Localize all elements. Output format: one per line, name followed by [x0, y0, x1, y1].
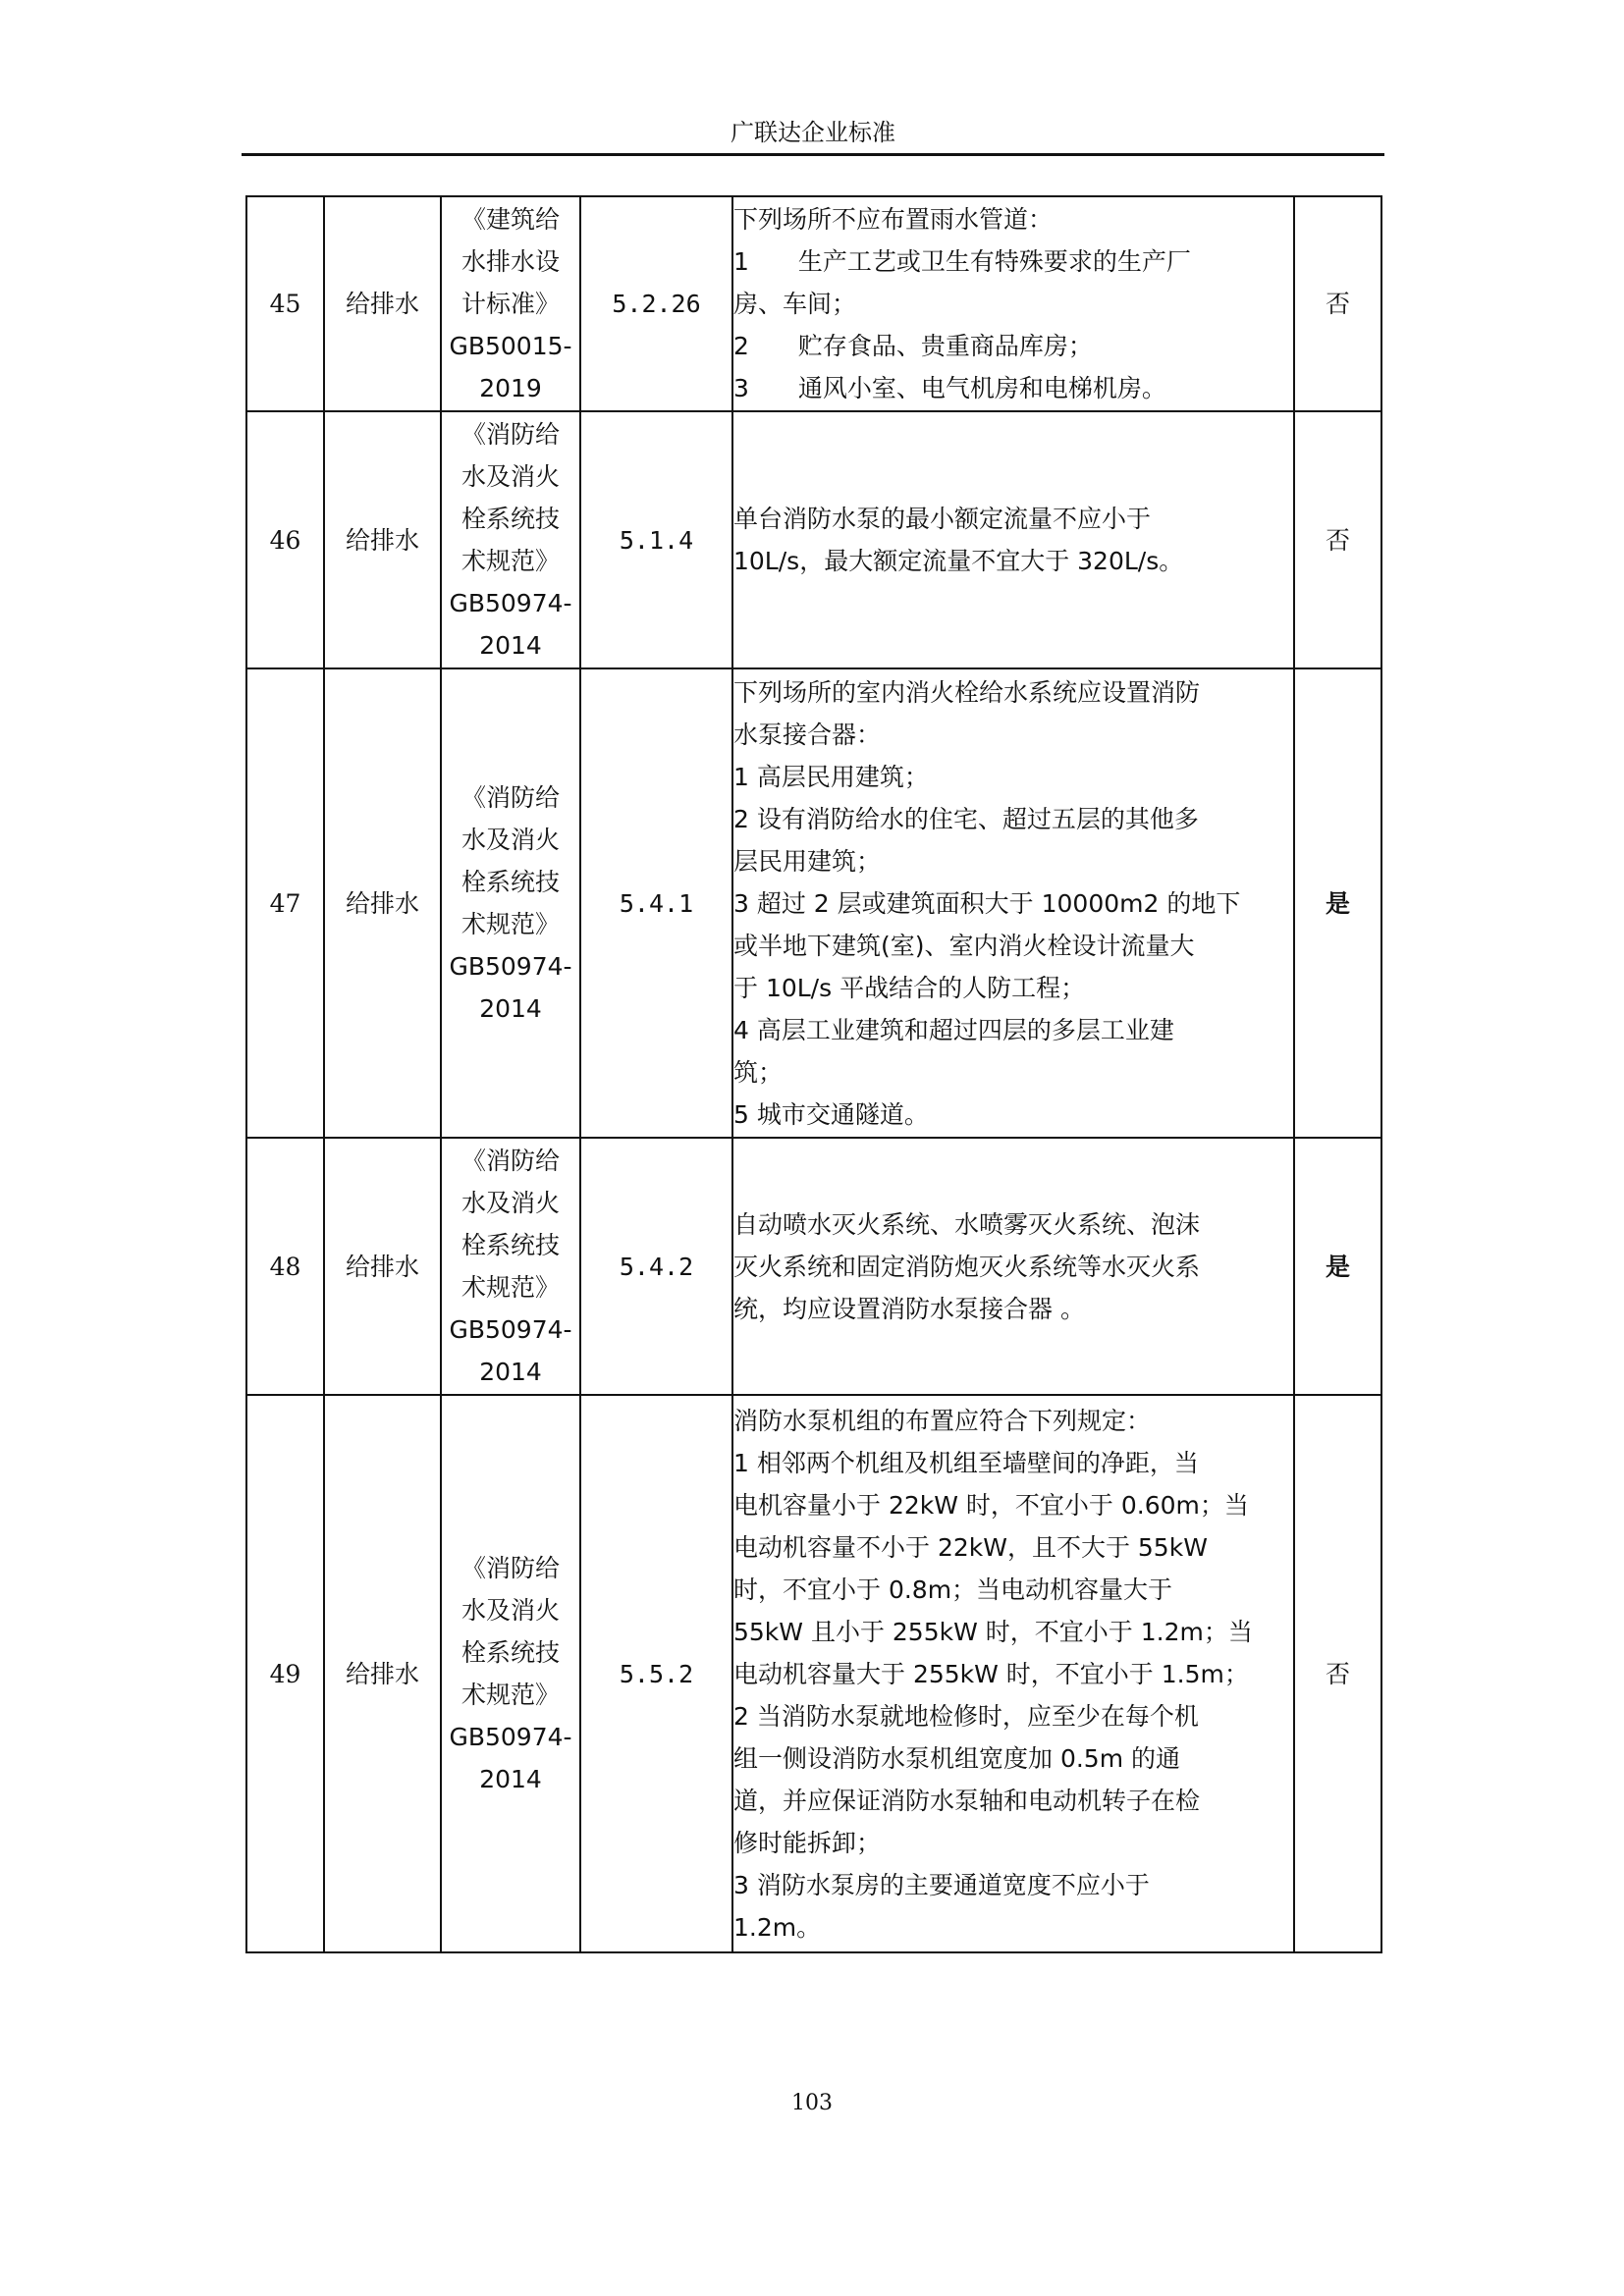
row-number-cell: 48 — [246, 1138, 324, 1395]
table-row — [246, 411, 1381, 668]
row-number-cell: 47 — [246, 668, 324, 1138]
clause-number-cell: 5.5.2 — [580, 1395, 732, 1952]
clause-content-line: 2 贮存食品、贵重商品库房； — [733, 332, 1093, 360]
clause-content-line: 5 城市交通隧道。 — [733, 1099, 929, 1129]
standard-name-line: 栓系统技 — [460, 1638, 560, 1667]
category-cell: 给排水 — [324, 196, 441, 411]
clause-content-cell — [732, 411, 1294, 668]
mandatory-flag-cell: 是 — [1294, 668, 1381, 1138]
clause-content-line: 水泵接合器： — [733, 720, 882, 749]
clause-content-line: 4 高层工业建筑和超过四层的多层工业建 — [733, 1015, 1174, 1044]
page-header-title: 广联达企业标准 — [731, 119, 895, 146]
clause-content-line: 1 相邻两个机组及机组至墙壁间的净距，当 — [733, 1448, 1199, 1477]
standard-name-line: 水排水设 — [460, 247, 560, 276]
standard-name-line: 《消防给 — [460, 1554, 560, 1582]
row-number-cell: 49 — [246, 1395, 324, 1952]
clause-content-line: 层民用建筑； — [733, 846, 882, 876]
category-cell: 给排水 — [324, 1138, 441, 1395]
clause-content-line: 灭火系统和固定消防炮灭火系统等水灭火系 — [733, 1252, 1201, 1281]
row-number-cell: 46 — [246, 411, 324, 668]
clause-content-line: 1.2m。 — [733, 1912, 822, 1942]
clause-content-line: 统，均应设置消防水泵接合器 。 — [733, 1294, 1085, 1323]
standard-name-line: 术规范》 — [460, 1681, 560, 1709]
category-cell: 给排水 — [324, 411, 441, 668]
clause-content-line: 2 当消防水泵就地检修时，应至少在每个机 — [733, 1701, 1199, 1731]
clause-content-line: 3 超过 2 层或建筑面积大于 10000m2 的地下 — [733, 888, 1241, 918]
mandatory-flag-cell: 是 — [1294, 1138, 1381, 1395]
standard-name-line: 《消防给 — [460, 783, 560, 812]
clause-content-line: 下列场所的室内消火栓给水系统应设置消防 — [733, 677, 1201, 707]
standard-name-line: 水及消火 — [460, 462, 560, 491]
standard-name-line: 2014 — [479, 1765, 542, 1793]
clause-content-line: 消防水泵机组的布置应符合下列规定： — [733, 1406, 1152, 1435]
mandatory-flag-cell: 否 — [1294, 1395, 1381, 1952]
standard-name-line: 水及消火 — [460, 826, 560, 854]
category-cell: 给排水 — [324, 668, 441, 1138]
clause-content-line: 1 生产工艺或卫生有特殊要求的生产厂 — [733, 247, 1191, 276]
mandatory-flag-cell: 否 — [1294, 411, 1381, 668]
header-rule — [242, 153, 1384, 156]
mandatory-flag-cell: 否 — [1294, 196, 1381, 411]
standard-name-line: 术规范》 — [460, 910, 560, 938]
clause-content-line: 道，并应保证消防水泵轴和电动机转子在检 — [733, 1786, 1201, 1815]
standard-name-line: 计标准》 — [460, 290, 560, 318]
clause-content-line: 修时能拆卸； — [733, 1828, 882, 1857]
clause-content-line: 电动机容量不小于 22kW，且不大于 55kW — [733, 1532, 1208, 1562]
standard-name-line: GB50974- — [449, 589, 572, 617]
page-number: 103 — [791, 2091, 833, 2115]
clause-content-line: 下列场所不应布置雨水管道： — [733, 205, 1054, 234]
clause-content-cell — [732, 1395, 1294, 1952]
clause-content-line: 3 通风小室、电气机房和电梯机房。 — [733, 374, 1166, 402]
standard-name-line: 《建筑给 — [460, 205, 560, 234]
standard-name-line: 2014 — [479, 994, 542, 1023]
standards-table-body — [246, 196, 1381, 1952]
table-row — [246, 1138, 1381, 1395]
standard-name-line: 栓系统技 — [460, 1231, 560, 1259]
clause-content-line: 电动机容量大于 255kW 时，不宜小于 1.5m； — [733, 1659, 1249, 1688]
row-number-cell: 45 — [246, 196, 324, 411]
standard-name-line: 2019 — [479, 374, 542, 402]
standard-name-cell — [441, 1138, 580, 1395]
standard-name-line: GB50974- — [449, 952, 572, 981]
table-row — [246, 668, 1381, 1138]
standard-name-line: 栓系统技 — [460, 505, 560, 533]
clause-content-cell — [732, 668, 1294, 1138]
standard-name-line: GB50015- — [449, 332, 572, 360]
clause-content-line: 单台消防水泵的最小额定流量不应小于 — [733, 505, 1152, 533]
standard-name-line: 《消防给 — [460, 1147, 560, 1175]
clause-content-line: 电机容量小于 22kW 时，不宜小于 0.60m；当 — [733, 1490, 1249, 1520]
category-cell: 给排水 — [324, 1395, 441, 1952]
standard-name-line: 术规范》 — [460, 547, 560, 575]
clause-content-line: 10L/s，最大额定流量不宜大于 320L/s。 — [733, 547, 1184, 575]
clause-content-line: 55kW 且小于 255kW 时，不宜小于 1.2m；当 — [733, 1617, 1253, 1646]
clause-number-cell: 5.4.2 — [580, 1138, 732, 1395]
clause-content-line: 于 10L/s 平战结合的人防工程； — [733, 973, 1086, 1002]
clause-content-line: 组一侧设消防水泵机组宽度加 0.5m 的通 — [733, 1743, 1181, 1773]
clause-content-line: 1 高层民用建筑； — [733, 762, 929, 791]
clause-content-line: 3 消防水泵房的主要通道宽度不应小于 — [733, 1870, 1150, 1899]
clause-content-line: 自动喷水灭火系统、水喷雾灭火系统、泡沫 — [733, 1209, 1201, 1239]
clause-number-cell: 5.1.4 — [580, 411, 732, 668]
clause-content-line: 时，不宜小于 0.8m；当电动机容量大于 — [733, 1575, 1173, 1604]
clause-content-line: 房、车间； — [733, 290, 857, 318]
standard-name-cell — [441, 411, 580, 668]
standard-name-line: 术规范》 — [460, 1273, 560, 1302]
standard-name-line: 2014 — [479, 631, 542, 660]
clause-content-line: 或半地下建筑(室)、室内消火栓设计流量大 — [733, 931, 1195, 960]
standard-name-line: GB50974- — [449, 1315, 572, 1344]
clause-content-cell — [732, 196, 1294, 411]
clause-content-cell — [732, 1138, 1294, 1395]
clause-content-line: 2 设有消防给水的住宅、超过五层的其他多 — [733, 804, 1199, 833]
table-row — [246, 196, 1381, 411]
standards-table — [245, 195, 1382, 1953]
clause-content-line: 筑； — [733, 1057, 784, 1087]
standard-name-cell — [441, 196, 580, 411]
standard-name-line: 栓系统技 — [460, 868, 560, 896]
standard-name-cell — [441, 1395, 580, 1952]
clause-number-cell: 5.2.26 — [580, 196, 732, 411]
table-row — [246, 1395, 1381, 1952]
clause-number-cell: 5.4.1 — [580, 668, 732, 1138]
standard-name-line: 水及消火 — [460, 1189, 560, 1217]
standard-name-line: 水及消火 — [460, 1596, 560, 1625]
standard-name-line: 《消防给 — [460, 420, 560, 449]
standard-name-line: 2014 — [479, 1358, 542, 1386]
standard-name-cell — [441, 668, 580, 1138]
standard-name-line: GB50974- — [449, 1723, 572, 1751]
